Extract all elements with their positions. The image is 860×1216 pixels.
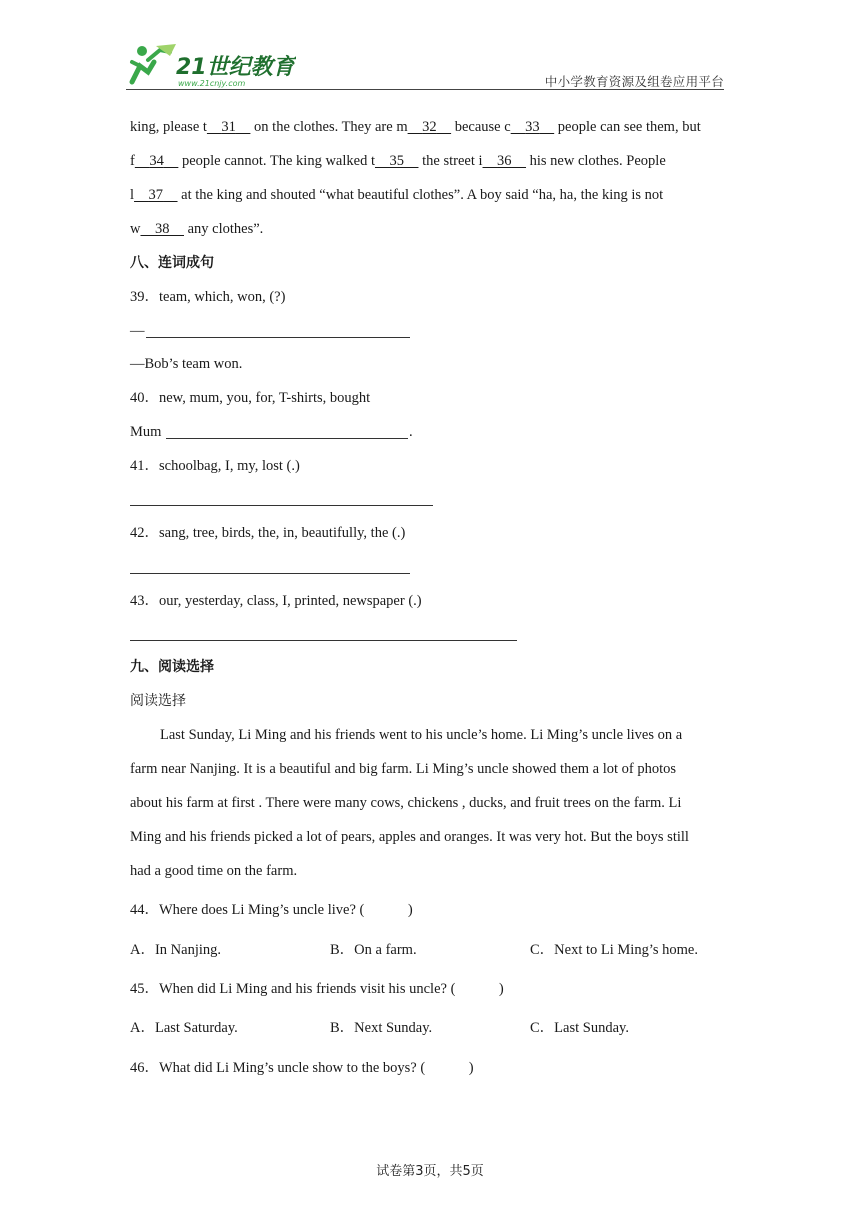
answer-line-39[interactable]: [146, 337, 410, 338]
question-40: 40．new, mum, you, for, T-shirts, bought: [130, 390, 371, 406]
q45-option-a[interactable]: A．Last Saturday.: [130, 1020, 238, 1036]
blank-34: 34: [149, 153, 164, 169]
runner-logo-icon: [126, 42, 296, 88]
header-divider: [126, 89, 724, 90]
q40-end: .: [409, 424, 413, 440]
q45-option-c[interactable]: C．Last Sunday.: [530, 1020, 629, 1036]
page-header: [126, 42, 724, 90]
q39-dash: —: [130, 323, 145, 339]
passage-line-2: f 34 people cannot. The king walked t 35 the street i 36 his new clothes. People: [130, 153, 666, 169]
blank-32: 32: [422, 119, 437, 135]
question-46: 46．What did Li Ming’s uncle show to the boys? ( ): [130, 1060, 474, 1076]
question-41: 41．schoolbag, I, my, lost (.): [130, 458, 300, 474]
q40-start: Mum: [130, 424, 162, 440]
passage-line-1: king, please t 31 on the clothes. They are m 32 because c 33 people can see them, but: [130, 119, 701, 135]
q44-option-b[interactable]: B．On a farm.: [330, 942, 417, 958]
blank-36: 36: [497, 153, 512, 169]
question-45: 45．When did Li Ming and his friends visit his uncle? ( ): [130, 981, 504, 997]
section-8-title: 八、连词成句: [130, 255, 214, 271]
q44-option-a[interactable]: A．In Nanjing.: [130, 942, 222, 958]
section-9-title: 九、阅读选择: [130, 659, 214, 675]
blank-35: 35: [389, 153, 404, 169]
answer-line-43[interactable]: [130, 640, 517, 641]
page-footer: 试卷第3页，共5页: [376, 1164, 484, 1179]
q44-option-c[interactable]: C．Next to Li Ming’s home.: [530, 942, 698, 958]
q45-option-b[interactable]: B．Next Sunday.: [330, 1020, 433, 1036]
logo-url: www.21cnjy.com: [178, 79, 246, 88]
reading-passage-line-4: Ming and his friends picked a lot of pears, apples and oranges. It was very hot. But the boys still: [130, 829, 689, 845]
platform-name: 中小学教育资源及组卷应用平台: [544, 74, 724, 89]
reading-passage-line-5: had a good time on the farm.: [130, 863, 298, 879]
answer-line-40[interactable]: [166, 438, 408, 439]
passage-line-3: l 37 at the king and shouted “what beautiful clothes”. A boy said “ha, ha, the king is not: [130, 187, 664, 203]
q39-reply: —Bob’s team won.: [130, 356, 243, 372]
blank-33: 33: [525, 119, 540, 135]
question-43: 43．our, yesterday, class, I, printed, newspaper (.): [130, 593, 422, 609]
reading-passage-line-2: farm near Nanjing. It is a beautiful and big farm. Li Ming’s uncle showed them a lot of photos: [130, 761, 677, 777]
logo-text: 21世纪教育: [176, 55, 295, 80]
question-39: 39．team, which, won, (?): [130, 289, 286, 305]
question-42: 42．sang, tree, birds, the, in, beautifully, the (.): [130, 525, 406, 541]
blank-37: 37: [148, 187, 164, 203]
reading-passage-line-1: Last Sunday, Li Ming and his friends went to his uncle’s home. Li Ming’s uncle lives on a: [160, 727, 683, 743]
blank-31: 31: [221, 119, 236, 135]
section-9-subtitle: 阅读选择: [130, 693, 186, 709]
reading-passage-line-3: about his farm at first . There were many cows, chickens , ducks, and fruit trees on the farm. Li: [130, 795, 682, 811]
passage-line-4: w 38 any clothes”.: [130, 221, 264, 237]
answer-line-41[interactable]: [130, 505, 433, 506]
question-44: 44．Where does Li Ming’s uncle live? ( ): [130, 902, 413, 918]
answer-line-42[interactable]: [130, 573, 410, 574]
blank-38: 38: [154, 221, 170, 237]
